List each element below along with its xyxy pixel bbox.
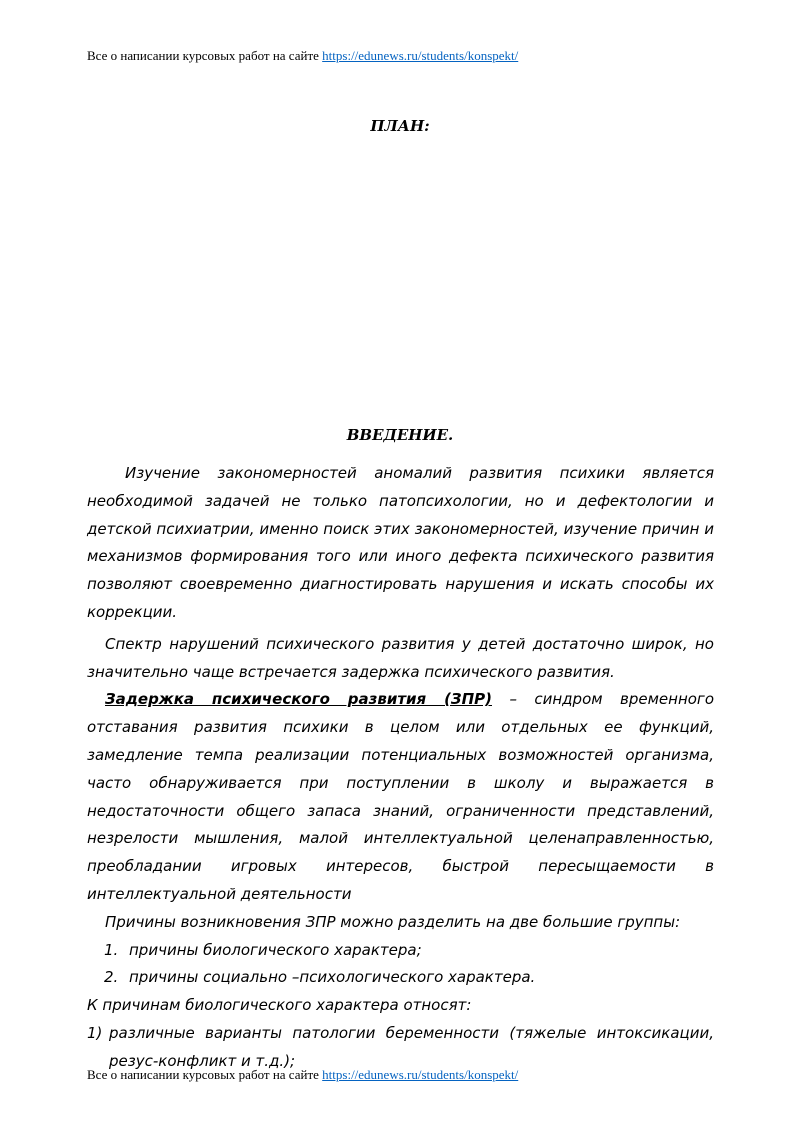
- list-item-text: причины социально –психологического характера.: [129, 968, 536, 987]
- causes-list: [87, 937, 714, 993]
- header-link[interactable]: https://edunews.ru/students/konspekt/: [322, 48, 519, 63]
- causes-intro: Причины возникновения ЗПР можно разделить на две большие группы:: [105, 912, 681, 931]
- list-item: [87, 964, 714, 992]
- definition-term: Задержка психического развития (ЗПР): [105, 690, 492, 709]
- intro-paragraph-2: Спектр нарушений психического развития у детей достаточно широк, но значительно чаще встречается задержка психического развития.: [87, 634, 714, 681]
- footer-link[interactable]: https://edunews.ru/students/konspekt/: [322, 1067, 519, 1082]
- list-item-number: 1): [87, 1023, 103, 1042]
- list-item: [87, 937, 714, 965]
- document-body: [87, 460, 714, 1076]
- header-text: Все о написании курсовых работ на сайте: [87, 48, 319, 63]
- page-header: [87, 48, 518, 64]
- footer-text: Все о написании курсовых работ на сайте: [87, 1067, 319, 1082]
- intro-paragraph-1: Изучение закономерностей аномалий развития психики является необходимой задачей не только патопсихологии, но и дефектологии и детской психиатрии, именно поиск этих закономерностей, изучение причин и механизмов формирования того или иного дефекта психического развития позволяют своевременно диагностировать нарушения и искать способы их коррекции.: [87, 464, 714, 621]
- definition-text: – синдром временного отставания развития психики в целом или отдельных ее функций, замедление темпа реализации потенциальных возможностей организма, часто обнаруживается при поступлении в школу и выражается в недостаточности общего запаса знаний, ограниченности представлений, незрелости мышления, малой интеллектуальной целенаправленностью, преобладании игровых интересов, быстрой пересыщаемости в интеллектуальной деятельности: [87, 690, 714, 903]
- plan-title: ПЛАН:: [370, 117, 430, 135]
- list-item-number: 1.: [104, 940, 119, 959]
- bio-causes-heading: К причинам биологического характера относят:: [87, 996, 472, 1015]
- list-item-number: 2.: [104, 968, 119, 987]
- page-footer: [87, 1067, 518, 1083]
- list-item-text: различные варианты патологии беременности (тяжелые интоксикации, резус-конфликт и т.д.);: [109, 1023, 714, 1070]
- list-item-text: причины биологического характера;: [129, 940, 422, 959]
- intro-title: ВВЕДЕНИЕ.: [346, 426, 454, 444]
- definition-paragraph: [87, 686, 714, 908]
